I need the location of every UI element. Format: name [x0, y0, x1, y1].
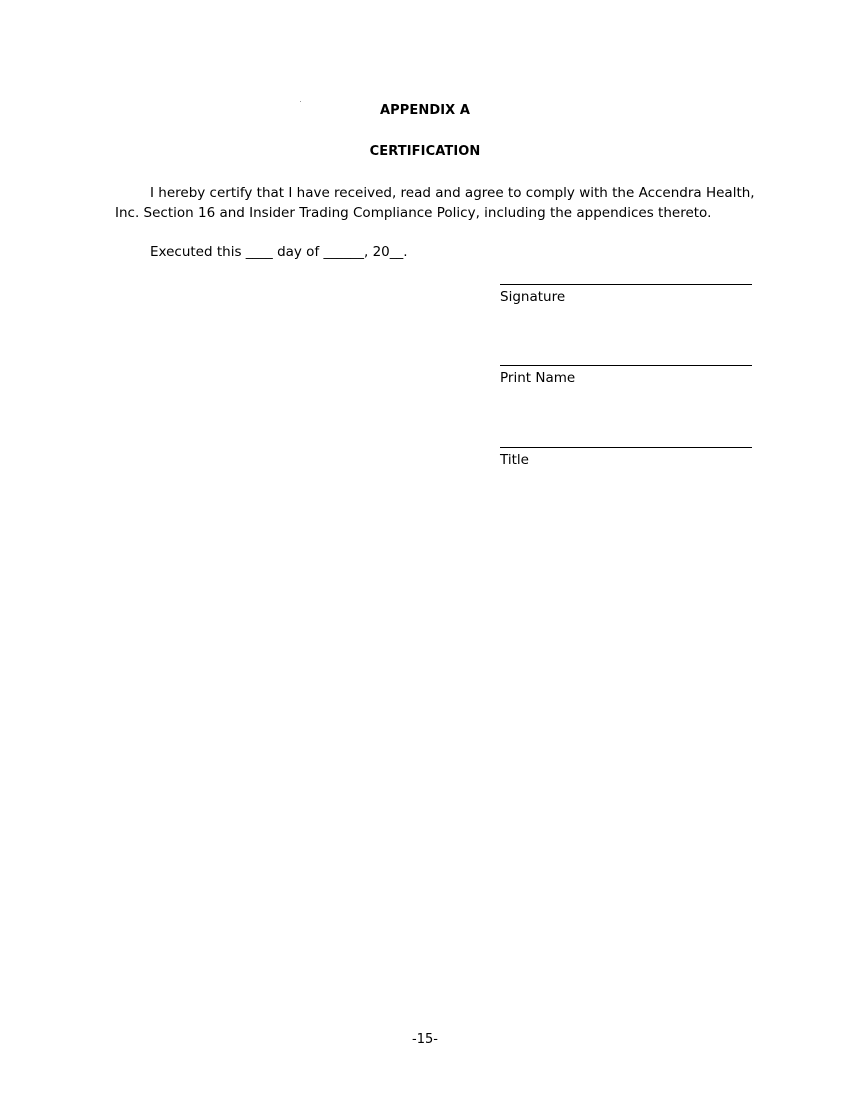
title-field — [500, 447, 752, 468]
appendix-heading: APPENDIX A — [379, 103, 471, 118]
page-number: -15- — [412, 1032, 438, 1047]
signature-label: Signature — [500, 289, 566, 305]
certification-heading: CERTIFICATION — [369, 144, 481, 159]
print-name-rule — [500, 365, 752, 366]
certification-paragraph — [115, 183, 755, 223]
certification-paragraph-line: I hereby certify that I have received, read and agree to comply with the Accendra Health, — [150, 185, 755, 201]
certification-paragraph-line: Inc. Section 16 and Insider Trading Compliance Policy, including the appendices thereto. — [115, 205, 712, 221]
title-label: Title — [500, 452, 529, 468]
scan-speck — [300, 101, 301, 102]
print-name-field — [500, 365, 752, 386]
signature-rule — [500, 284, 752, 285]
signature-field — [500, 284, 752, 305]
print-name-label: Print Name — [500, 370, 576, 386]
title-rule — [500, 447, 752, 448]
executed-date-line: Executed this ____ day of ______, 20__. — [150, 244, 408, 260]
